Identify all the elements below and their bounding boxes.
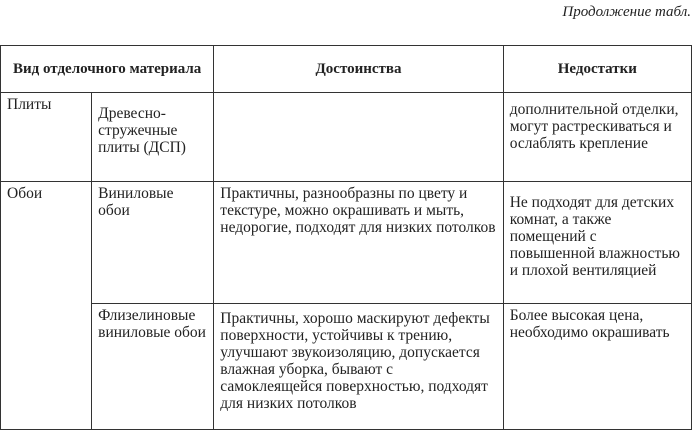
header-material: Вид отделочного материала [1, 46, 214, 93]
row-disadvantages-vinyl: Не подходят для детских комнат, а также помещений с повышенной влажностью и плохой вентиляцией [503, 182, 691, 304]
row-type-vinyl: Виниловые обои [92, 182, 214, 304]
materials-table [0, 45, 692, 430]
table-header-row [1, 46, 692, 93]
header-disadvantages: Недостатки [503, 46, 691, 93]
row-group-plates: Плиты [1, 93, 92, 182]
row-disadvantages-flizelin: Более высокая цена, необходимо окрашивать [503, 304, 691, 430]
row-advantages-flizelin: Практичны, хорошо маскируют дефекты поверхности, устойчивы к трению, улучшают звукоизоляцию, допускается влажная уборка, бывают с самоклеящейся поверхностью, подходят для низких потолков [214, 304, 503, 430]
table-row [1, 182, 692, 304]
table-row [1, 304, 692, 430]
table-continuation-caption: Продолжение табл. [562, 4, 691, 20]
header-advantages: Достоинства [214, 46, 503, 93]
row-group-wallpaper: Обои [1, 182, 92, 430]
table-row [1, 93, 692, 182]
row-type-flizelin: Флизелиновые виниловые обои [92, 304, 214, 430]
row-advantages-vinyl: Практичны, разнообразны по цвету и текстуре, можно окрашивать и мыть, недорогие, подходят для низких потолков [214, 182, 503, 304]
row-advantages-dsp [214, 93, 503, 182]
row-type-dsp: Древесно-стружечные плиты (ДСП) [92, 93, 214, 182]
row-disadvantages-dsp: дополнительной отделки, могут растрескиваться и ослаблять крепление [503, 93, 691, 182]
